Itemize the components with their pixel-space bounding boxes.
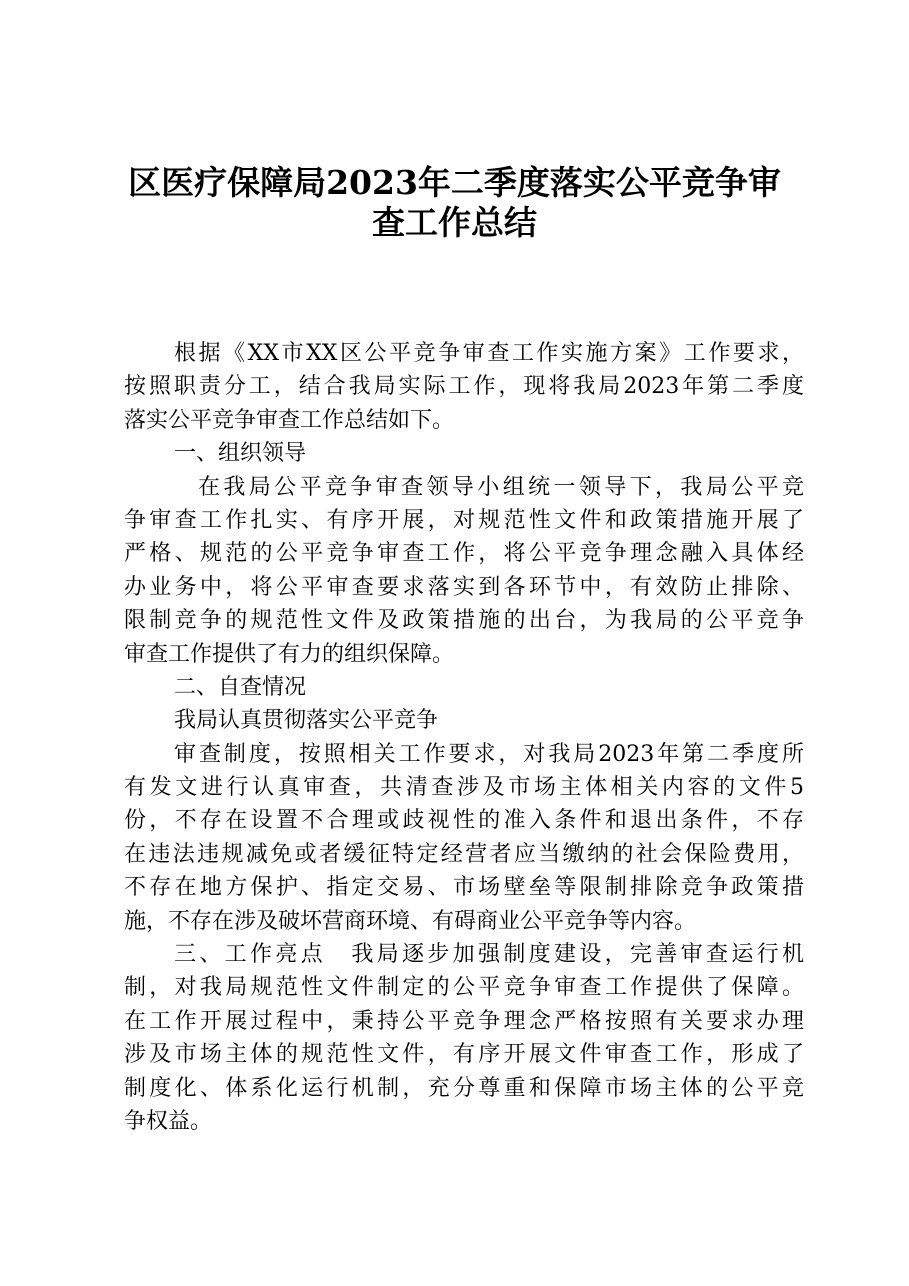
- body-text-line: 二、自查情况: [174, 674, 307, 700]
- body-text-line: 不存在地方保护、指定交易、市场壁垒等限制排除竞争政策措: [124, 875, 804, 901]
- body-text-line: 争权益。: [124, 1108, 213, 1134]
- document-title-line-1: 区医疗保障局2023年二季度落实公平竞争审: [128, 163, 781, 202]
- body-text-line: 审查工作提供了有力的组织保障。: [124, 641, 455, 667]
- body-text-line: 我局认真贯彻落实公平竞争: [174, 708, 439, 734]
- body-text-line: 在我局公平竞争审查领导小组统一领导下，我局公平竞: [198, 474, 804, 500]
- body-text-line: 限制竞争的规范性文件及政策措施的出台，为我局的公平竞争: [124, 608, 804, 634]
- body-text-line: 严格、规范的公平竞争审查工作，将公平竞争理念融入具体经: [124, 541, 804, 567]
- body-text-line: 涉及市场主体的规范性文件，有序开展文件审查工作，形成了: [124, 1042, 804, 1068]
- body-text-line: 制度化、体系化运行机制，充分尊重和保障市场主体的公平竞: [124, 1075, 804, 1101]
- document-title-line-2: 查工作总结: [372, 203, 537, 242]
- body-text-line: 份，不存在设置不合理或歧视性的准入条件和退出条件，不存: [124, 808, 804, 834]
- body-text-line: 根据《XX市XX区公平竞争审查工作实施方案》工作要求，: [174, 341, 804, 366]
- body-text-line: 在工作开展过程中，秉持公平竞争理念严格按照有关要求办理: [124, 1008, 804, 1034]
- body-text-line: 在违法违规减免或者缓征特定经营者应当缴纳的社会保险费用，: [124, 841, 804, 867]
- body-text-line: 三、工作亮点 我局逐步加强制度建设，完善审查运行机: [174, 942, 804, 968]
- body-text-line: 按照职责分工，结合我局实际工作，现将我局2023年第二季度: [124, 374, 804, 400]
- body-text-line: 制，对我局规范性文件制定的公平竞争审查工作提供了保障。: [124, 975, 804, 1001]
- body-text-line: 争审查工作扎实、有序开展，对规范性文件和政策措施开展了: [124, 507, 804, 533]
- body-text-line: 审查制度，按照相关工作要求，对我局2023年第二季度所: [174, 741, 804, 767]
- body-text-line: 施，不存在涉及破坏营商环境、有碍商业公平竞争等内容。: [124, 908, 697, 934]
- document-body: [124, 337, 804, 1138]
- body-text-line: 一、组织领导: [174, 441, 307, 467]
- body-text-line: 有发文进行认真审查，共清查涉及市场主体相关内容的文件5: [124, 775, 804, 801]
- body-text-line: 落实公平竞争审查工作总结如下。: [124, 407, 455, 433]
- body-text-line: 办业务中，将公平审查要求落实到各环节中，有效防止排除、: [124, 574, 804, 600]
